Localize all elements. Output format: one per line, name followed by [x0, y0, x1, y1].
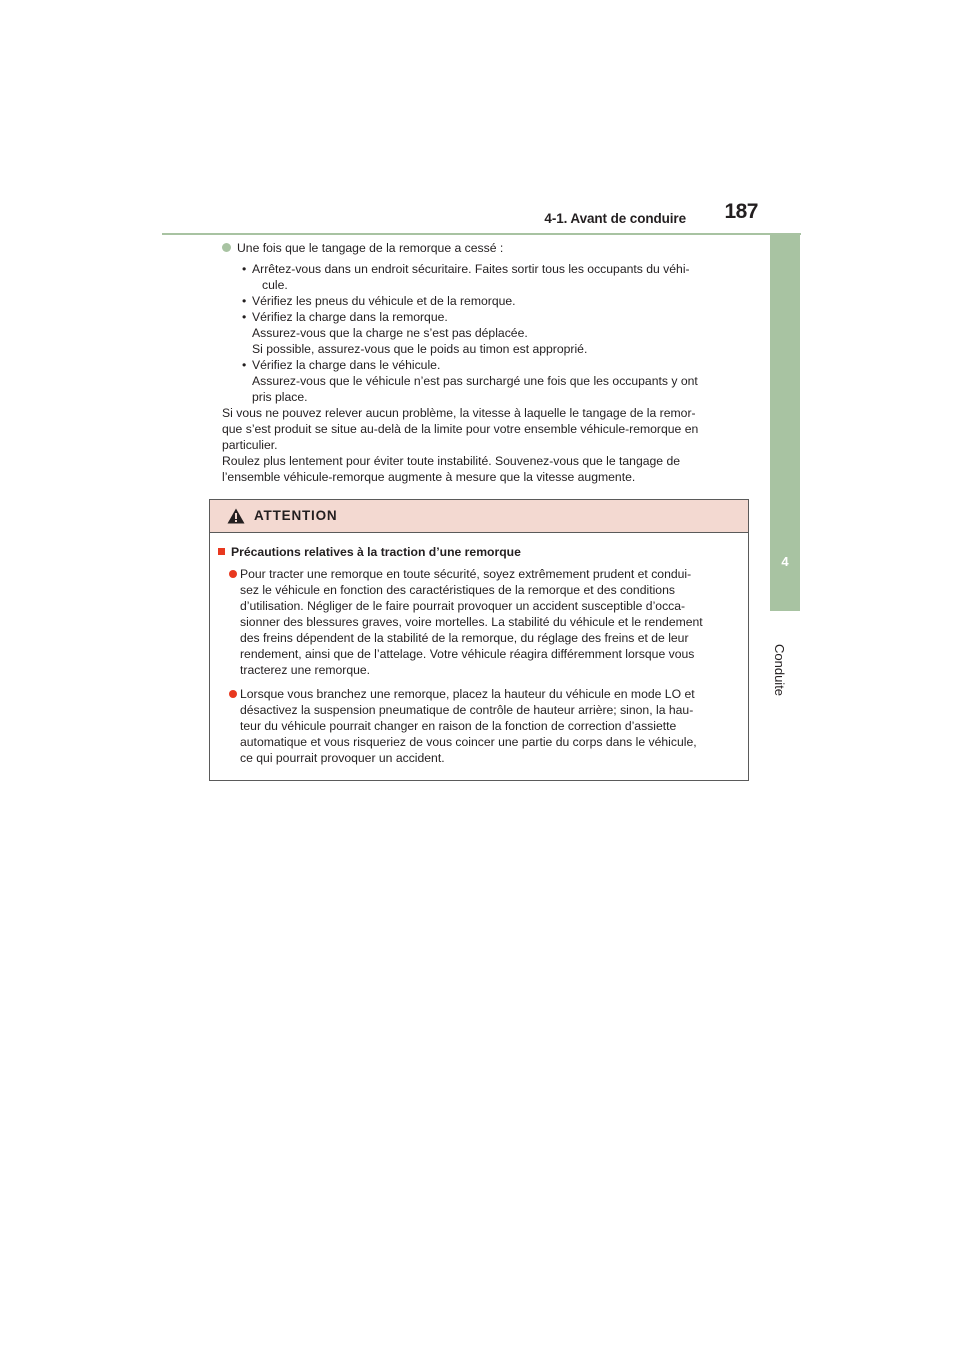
- section-title: 4-1. Avant de conduire: [544, 211, 686, 226]
- list-item-line: Arrêtez-vous dans un endroit sécuritaire. Faites sortir tous les occupants du véhi-: [252, 262, 690, 276]
- bullet-intro: Une fois que le tangage de la remorque a cessé :: [222, 240, 746, 256]
- paragraph-line: que s’est produit se situe au-delà de la limite pour votre ensemble véhicule-remorque en: [222, 422, 699, 436]
- bullet-mark: •: [242, 294, 247, 308]
- bullet-dot-icon: [222, 243, 231, 252]
- header-divider: [162, 233, 801, 235]
- paragraph-line: l’ensemble véhicule-remorque augmente à mesure que la vitesse augmente.: [222, 470, 636, 484]
- warning-item: [218, 686, 744, 766]
- warning-line: tracterez une remorque.: [240, 663, 371, 677]
- warning-item: [218, 566, 744, 678]
- page-number: 187: [724, 200, 758, 223]
- warning-line: rendement, ainsi que de l’attelage. Votre véhicule réagira différemment lorsque vous: [240, 647, 695, 661]
- warning-line: désactivez la suspension pneumatique de contrôle de hauteur arrière; sinon, la hau-: [240, 703, 694, 717]
- red-bullet-icon: [229, 570, 237, 578]
- chapter-label: Conduite: [772, 644, 787, 697]
- warning-header: [210, 500, 748, 533]
- list-item: [222, 309, 746, 357]
- list-item-line: Vérifiez la charge dans la remorque.: [252, 310, 448, 324]
- paragraph: [222, 453, 746, 485]
- warning-line: Pour tracter une remorque en toute sécurité, soyez extrêmement prudent et condui-: [240, 567, 692, 581]
- warning-line: sez le véhicule en fonction des caractéristiques de la remorque et des conditions: [240, 583, 675, 597]
- paragraph-line: Si vous ne pouvez relever aucun problème, la vitesse à laquelle le tangage de la remor-: [222, 406, 696, 420]
- list-item-line: cule.: [262, 278, 288, 292]
- warning-line: ce qui pourrait provoquer un accident.: [240, 751, 445, 765]
- warning-line: automatique et vous risqueriez de vous coincer une partie du corps dans le véhicule,: [240, 735, 697, 749]
- warning-title: ATTENTION: [254, 508, 338, 523]
- warning-triangle-icon: [227, 508, 245, 524]
- list-item: [222, 357, 746, 405]
- warning-line: sionner des blessures graves, voire mortelles. La stabilité du véhicule et le rendement: [240, 615, 703, 629]
- bullet-mark: •: [242, 310, 247, 324]
- list-item-line: Si possible, assurez-vous que le poids au timon est approprié.: [252, 342, 588, 356]
- warning-subhead: Précautions relatives à la traction d’une remorque: [218, 544, 744, 560]
- warning-line: teur du véhicule pourrait changer en raison de la fonction de correction d’assiette: [240, 719, 677, 733]
- list-item: [222, 293, 746, 309]
- page-header: [0, 0, 960, 240]
- list-item-line: Vérifiez les pneus du véhicule et de la remorque.: [252, 294, 516, 308]
- list-item: [222, 261, 746, 293]
- warning-line: des freins dépendent de la stabilité de la remorque, du réglage des freins et de leur: [240, 631, 689, 645]
- paragraph-line: particulier.: [222, 438, 278, 452]
- list-item-line: Assurez-vous que la charge ne s’est pas déplacée.: [252, 326, 528, 340]
- warning-body: [218, 544, 744, 766]
- chapter-number: 4: [781, 554, 789, 569]
- body-text: [222, 240, 746, 485]
- red-bullet-icon: [229, 690, 237, 698]
- list-item-line: Vérifiez la charge dans le véhicule.: [252, 358, 441, 372]
- paragraph: [222, 405, 746, 453]
- bullet-mark: •: [242, 358, 247, 372]
- red-square-icon: [218, 548, 225, 555]
- list-item-line: Assurez-vous que le véhicule n’est pas surchargé une fois que les occupants y ont: [252, 374, 698, 388]
- warning-box: [209, 499, 749, 781]
- warning-line: d’utilisation. Négliger de le faire pourrait provoquer un accident susceptible d’occa-: [240, 599, 686, 613]
- warning-line: Lorsque vous branchez une remorque, placez la hauteur du véhicule en mode LO et: [240, 687, 695, 701]
- bullet-mark: •: [242, 262, 247, 276]
- paragraph-line: Roulez plus lentement pour éviter toute instabilité. Souvenez-vous que le tangage de: [222, 454, 681, 468]
- list-item-line: pris place.: [252, 390, 308, 404]
